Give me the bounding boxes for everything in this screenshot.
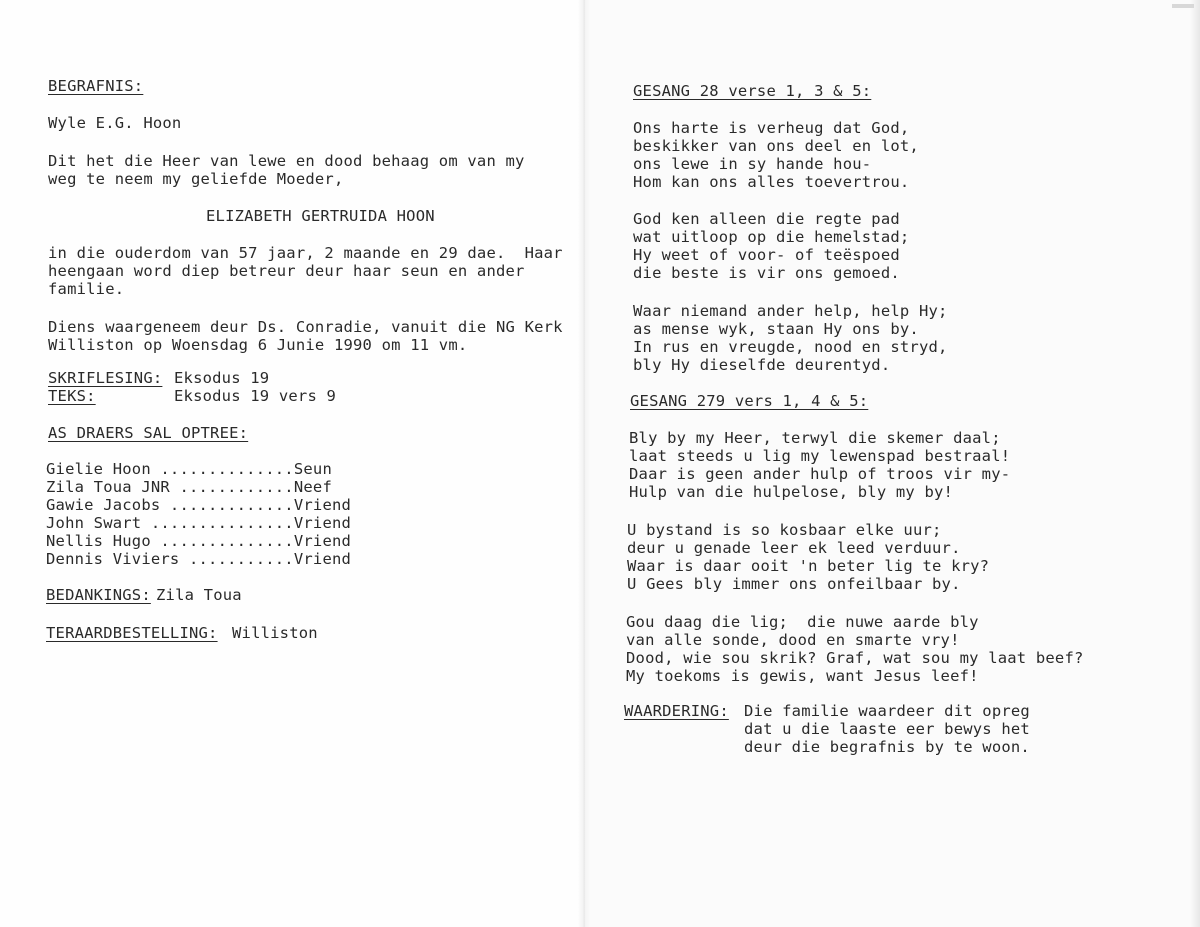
begrafnis-heading: BEGRAFNIS:: [48, 77, 144, 95]
skriflesing-value: Eksodus 19: [174, 369, 270, 387]
hymn-line: Dood, wie sou skrik? Graf, wat sou my laat beef?: [626, 649, 1084, 667]
pallbearer-row: [46, 496, 351, 515]
hymn-line: Ons harte is verheug dat God,: [633, 119, 910, 137]
hymn-line: wat uitloop op die hemelstad;: [633, 228, 910, 246]
announcement-line: Dit het die Heer van lewe en dood behaag om van my: [48, 152, 525, 170]
pallbearer-row: [46, 460, 332, 479]
deceased-wyle: Wyle E.G. Hoon: [48, 114, 182, 132]
leader-dots: ...............: [150, 514, 294, 532]
deceased-name: ELIZABETH GERTRUIDA HOON: [206, 207, 435, 225]
hymn-line: deur u genade leer ek leed verduur.: [627, 539, 961, 557]
left-page: [0, 0, 584, 927]
teks-label: TEKS:: [48, 387, 96, 405]
hymn-line: ons lewe in sy hande hou-: [633, 155, 872, 173]
draers-heading: AS DRAERS SAL OPTREE:: [48, 424, 249, 442]
hymn-line: beskikker van ons deel en lot,: [633, 137, 919, 155]
gesang-28-heading: GESANG 28 verse 1, 3 & 5:: [633, 82, 872, 100]
hymn-line: U Gees bly immer ons onfeilbaar by.: [627, 575, 961, 593]
pallbearer-name: Gielie Hoon: [46, 460, 161, 478]
hymn-line: Waar is daar ooit 'n beter lig te kry?: [627, 557, 990, 575]
pallbearer-row: [46, 532, 351, 551]
pallbearer-relation: Vriend: [293, 532, 352, 550]
leader-dots: ...........: [188, 550, 294, 568]
leader-dots: .............: [169, 496, 294, 514]
hymn-line: as mense wyk, staan Hy ons by.: [633, 320, 919, 338]
hymn-line: My toekoms is gewis, want Jesus leef!: [626, 667, 979, 685]
pallbearer-row: [46, 478, 332, 497]
pallbearer-relation: Vriend: [293, 496, 352, 514]
center-fold-shadow: [578, 0, 590, 927]
teraardbestelling-value: Williston: [232, 624, 318, 642]
pallbearer-relation: Seun: [293, 460, 332, 478]
age-line: familie.: [48, 280, 125, 298]
pallbearer-name: Nellis Hugo: [46, 532, 161, 550]
hymn-line: Hulp van die hulpelose, bly my by!: [629, 483, 954, 501]
pallbearer-relation: Vriend: [293, 550, 352, 568]
hymn-line: die beste is vir ons gemoed.: [633, 264, 900, 282]
waardering-line: Die familie waardeer dit opreg: [744, 702, 1030, 720]
age-line: heengaan word diep betreur deur haar seun en ander: [48, 262, 525, 280]
hymn-line: Hom kan ons alles toevertrou.: [633, 173, 910, 191]
hymn-line: God ken alleen die regte pad: [633, 210, 900, 228]
pallbearer-name: John Swart: [46, 514, 151, 532]
waardering-line: deur die begrafnis by te woon.: [744, 738, 1030, 756]
pallbearer-name: Zila Toua JNR: [46, 478, 180, 496]
hymn-line: Hy weet of voor- of teëspoed: [633, 246, 900, 264]
teraardbestelling-label: TERAARDBESTELLING:: [46, 624, 218, 642]
pallbearer-relation: Vriend: [293, 514, 352, 532]
right-page: [584, 0, 1200, 927]
pallbearer-row: [46, 514, 351, 533]
age-line: in die ouderdom van 57 jaar, 2 maande en 29 dae. Haar: [48, 244, 563, 262]
hymn-line: Daar is geen ander hulp of troos vir my-: [629, 465, 1011, 483]
hymn-line: Waar niemand ander help, help Hy;: [633, 302, 948, 320]
pallbearer-name: Gawie Jacobs: [46, 496, 170, 514]
announcement-line: weg te neem my geliefde Moeder,: [48, 170, 344, 188]
hymn-line: bly Hy dieselfde deurentyd.: [633, 356, 891, 374]
leader-dots: ............: [179, 478, 294, 496]
leader-dots: ..............: [160, 460, 294, 478]
skriflesing-label: SKRIFLESING:: [48, 369, 163, 387]
service-line: Williston op Woensdag 6 Junie 1990 om 11 vm.: [48, 336, 468, 354]
pallbearer-row: [46, 550, 351, 569]
gesang-279-heading: GESANG 279 vers 1, 4 & 5:: [630, 392, 869, 410]
hymn-line: U bystand is so kosbaar elke uur;: [627, 521, 942, 539]
pallbearer-name: Dennis Viviers: [46, 550, 189, 568]
page-edge-shadow: [1190, 0, 1200, 927]
hymn-line: Bly by my Heer, terwyl die skemer daal;: [629, 429, 1001, 447]
corner-mark: [1172, 4, 1194, 8]
service-line: Diens waargeneem deur Ds. Conradie, vanuit die NG Kerk: [48, 318, 563, 336]
leader-dots: ..............: [160, 532, 294, 550]
pallbearer-relation: Neef: [293, 478, 332, 496]
hymn-line: van alle sonde, dood en smarte vry!: [626, 631, 960, 649]
hymn-line: laat steeds u lig my lewenspad bestraal!: [629, 447, 1011, 465]
waardering-label: WAARDERING:: [624, 702, 729, 720]
bedankings-label: BEDANKINGS:: [46, 586, 151, 604]
bedankings-value: Zila Toua: [156, 586, 242, 604]
waardering-line: dat u die laaste eer bewys het: [744, 720, 1030, 738]
teks-value: Eksodus 19 vers 9: [174, 387, 337, 405]
hymn-line: In rus en vreugde, nood en stryd,: [633, 338, 948, 356]
hymn-line: Gou daag die lig; die nuwe aarde bly: [626, 613, 979, 631]
